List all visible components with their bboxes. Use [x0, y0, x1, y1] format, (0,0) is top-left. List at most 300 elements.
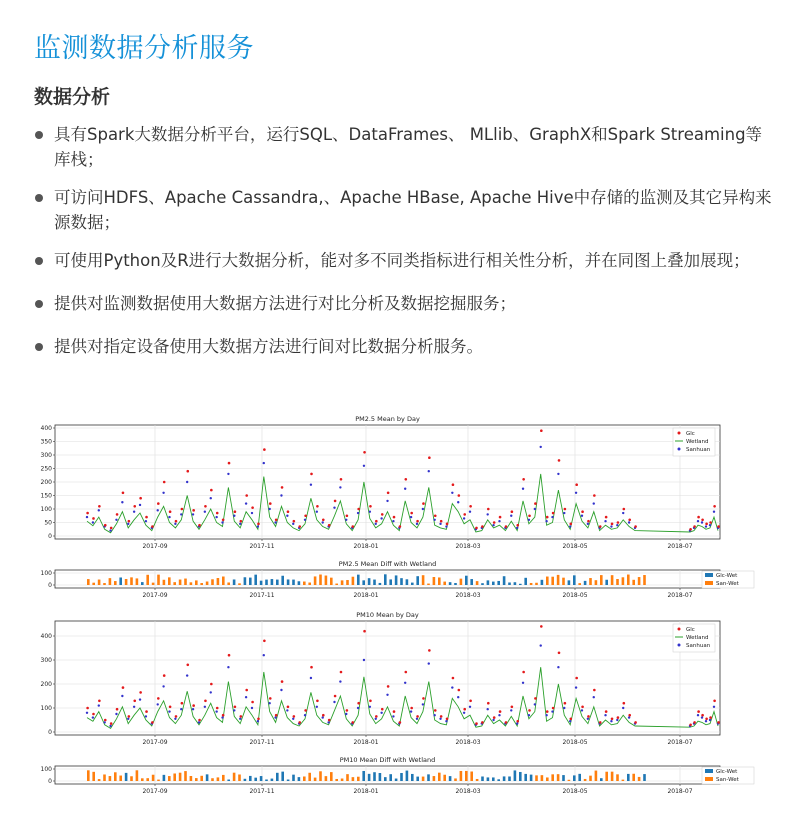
point-sanhuan: [697, 520, 699, 522]
point-sanhuan: [333, 506, 335, 508]
point-sanhuan: [705, 720, 707, 722]
diff-bar: [627, 774, 630, 781]
diff-bar: [92, 772, 95, 781]
point-glc: [410, 707, 413, 710]
point-sanhuan: [115, 519, 117, 521]
point-glc: [369, 700, 372, 703]
point-glc: [92, 713, 95, 716]
diff-bar: [433, 577, 436, 585]
diff-bar: [179, 773, 182, 781]
diff-bar: [136, 770, 139, 781]
point-glc: [689, 528, 692, 531]
point-sanhuan: [198, 721, 200, 723]
diff-bar: [325, 776, 328, 781]
x-tick-label: 2017-09: [142, 592, 168, 599]
diff-bar: [314, 778, 317, 781]
point-sanhuan: [98, 704, 100, 706]
diff-bar: [411, 774, 414, 781]
point-sanhuan: [186, 674, 188, 676]
y-tick-label: 300: [40, 657, 52, 664]
y-tick-label: 200: [40, 681, 52, 688]
x-tick-label: 2017-11: [249, 543, 275, 550]
point-sanhuan: [433, 519, 435, 521]
point-glc: [251, 506, 254, 509]
x-tick-label: 2018-05: [562, 592, 588, 599]
point-sanhuan: [469, 706, 471, 708]
point-glc: [528, 709, 531, 712]
diff-bar: [103, 583, 106, 585]
point-glc: [469, 700, 472, 703]
point-sanhuan: [622, 512, 624, 514]
diff-bar: [454, 778, 457, 781]
point-glc: [475, 527, 478, 530]
point-sanhuan: [445, 525, 447, 527]
x-tick-label: 2018-03: [455, 739, 481, 746]
point-sanhuan: [463, 712, 465, 714]
point-glc: [222, 519, 225, 522]
diff-bar: [130, 776, 133, 781]
diff-bar: [373, 580, 376, 585]
diff-bar: [373, 772, 376, 781]
diff-bar: [114, 772, 117, 781]
point-glc: [446, 523, 449, 526]
diff-bar: [303, 776, 306, 781]
diff-bar: [146, 778, 149, 781]
point-glc: [564, 702, 567, 705]
point-sanhuan: [321, 521, 323, 523]
legend-label: Sanhuan: [686, 447, 711, 453]
diff-bar: [524, 578, 527, 585]
point-glc: [204, 700, 207, 703]
point-sanhuan: [433, 714, 435, 716]
diff-bar: [497, 581, 500, 585]
point-sanhuan: [233, 709, 235, 711]
point-glc: [240, 715, 243, 718]
point-glc: [540, 625, 543, 628]
diff-bar: [173, 582, 176, 585]
diff-bar: [346, 580, 349, 585]
diff-bar: [244, 577, 247, 585]
point-sanhuan: [304, 714, 306, 716]
list-item-text: 可访问HDFS、Apache Cassandra,、Apache HBase, Apache Hive中存储的监测及其它异构来源数据；: [54, 188, 772, 232]
point-glc: [628, 519, 631, 522]
point-glc: [328, 524, 331, 527]
diff-bar: [92, 583, 95, 585]
point-glc: [310, 473, 313, 476]
point-glc: [192, 704, 195, 707]
y-tick-label: 50: [44, 519, 52, 527]
diff-bar: [109, 776, 112, 781]
point-glc: [257, 718, 260, 721]
legend-marker-sanhuan: [678, 448, 681, 451]
point-glc: [617, 716, 620, 719]
point-glc: [705, 718, 708, 721]
diff-bar: [152, 775, 155, 781]
point-sanhuan: [510, 515, 512, 517]
diff-bar: [557, 575, 560, 585]
chart-panel-3: [41, 756, 754, 795]
legend-label: Glc: [686, 431, 695, 437]
point-sanhuan: [239, 523, 241, 525]
point-glc: [558, 652, 561, 655]
point-sanhuan: [581, 515, 583, 517]
point-sanhuan: [86, 712, 88, 714]
point-glc: [216, 707, 219, 710]
point-glc: [617, 521, 620, 524]
point-glc: [593, 494, 596, 497]
diff-bar: [460, 771, 463, 781]
point-glc: [587, 520, 590, 523]
point-glc: [92, 517, 95, 520]
point-sanhuan: [327, 721, 329, 723]
x-tick-label: 2018-07: [667, 592, 693, 599]
list-item: [34, 248, 774, 273]
point-glc: [393, 710, 396, 713]
diff-bar: [222, 775, 225, 781]
legend-label: Sanhuan: [686, 643, 711, 649]
point-sanhuan: [392, 520, 394, 522]
point-sanhuan: [593, 502, 595, 504]
diff-bar: [568, 580, 571, 585]
point-glc: [228, 462, 231, 465]
diff-bar: [292, 775, 295, 781]
diff-bar: [303, 582, 306, 585]
diff-bar: [276, 773, 279, 781]
point-glc: [701, 714, 704, 717]
point-sanhuan: [257, 720, 259, 722]
diff-bar: [195, 778, 198, 781]
point-sanhuan: [139, 698, 141, 700]
point-glc: [697, 710, 700, 713]
point-sanhuan: [174, 718, 176, 720]
point-sanhuan: [522, 682, 524, 684]
point-sanhuan: [569, 525, 571, 527]
diff-bar: [276, 580, 279, 585]
point-sanhuan: [701, 521, 703, 523]
point-sanhuan: [286, 515, 288, 517]
diff-bar: [632, 774, 635, 781]
point-sanhuan: [280, 494, 282, 496]
point-glc: [310, 666, 313, 669]
diff-bar: [508, 776, 511, 781]
point-sanhuan: [486, 513, 488, 515]
point-sanhuan: [528, 714, 530, 716]
point-glc: [128, 715, 131, 718]
diff-bar: [330, 772, 333, 781]
point-sanhuan: [516, 527, 518, 529]
point-glc: [410, 512, 413, 515]
diff-bar: [335, 779, 338, 781]
point-glc: [428, 649, 431, 652]
point-sanhuan: [392, 715, 394, 717]
point-glc: [693, 525, 696, 528]
point-glc: [505, 525, 508, 528]
diff-bar: [503, 776, 506, 781]
point-sanhuan: [210, 497, 212, 499]
legend-label: Glc: [686, 627, 695, 633]
point-glc: [623, 508, 626, 511]
diff-bar: [271, 579, 274, 585]
point-glc: [511, 706, 514, 709]
diff-bar: [346, 774, 349, 781]
diff-bar: [341, 779, 344, 781]
diff-bar: [638, 777, 641, 781]
point-glc: [169, 706, 172, 709]
point-sanhuan: [581, 709, 583, 711]
point-sanhuan: [713, 511, 715, 513]
x-tick-label: 2018-03: [455, 592, 481, 599]
diff-bar: [249, 578, 252, 585]
diff-bar: [184, 771, 187, 781]
diff-bar: [616, 774, 619, 781]
diff-bar: [352, 777, 355, 781]
diff-bar: [330, 578, 333, 585]
point-glc: [709, 521, 712, 524]
point-sanhuan: [339, 680, 341, 682]
point-sanhuan: [569, 720, 571, 722]
point-sanhuan: [705, 525, 707, 527]
point-sanhuan: [709, 719, 711, 721]
y-tick-label: 100: [40, 570, 52, 577]
point-glc: [493, 716, 496, 719]
point-sanhuan: [616, 524, 618, 526]
point-glc: [611, 718, 614, 721]
point-glc: [104, 719, 107, 722]
diff-bar: [562, 578, 565, 585]
point-glc: [104, 524, 107, 527]
x-tick-label: 2017-09: [142, 543, 168, 550]
diff-bar: [514, 770, 517, 781]
point-glc: [440, 520, 443, 523]
diff-bar: [200, 776, 203, 781]
diff-bar: [411, 583, 414, 585]
point-sanhuan: [416, 523, 418, 525]
point-sanhuan: [180, 708, 182, 710]
point-glc: [697, 516, 700, 519]
diff-bar: [227, 780, 230, 781]
y-tick-label: 250: [40, 465, 52, 473]
point-glc: [192, 509, 195, 512]
point-glc: [86, 707, 89, 710]
point-glc: [528, 514, 531, 517]
point-glc: [458, 494, 461, 497]
page-title: 监测数据分析服务: [34, 33, 254, 64]
point-sanhuan: [628, 521, 630, 523]
point-sanhuan: [145, 715, 147, 717]
diff-bar: [611, 772, 614, 781]
point-sanhuan: [540, 446, 542, 448]
point-glc: [357, 702, 360, 705]
point-glc: [434, 709, 437, 712]
point-sanhuan: [516, 722, 518, 724]
y-tick-label: 0: [48, 729, 52, 736]
point-glc: [228, 654, 231, 657]
diff-bar: [600, 778, 603, 781]
chart-panel-0: [41, 415, 720, 550]
point-sanhuan: [486, 708, 488, 710]
legend-marker-glc-wet: [705, 573, 713, 577]
chart-title: PM10 Mean Diff with Wetland: [339, 756, 436, 764]
point-sanhuan: [610, 525, 612, 527]
diff-bar: [136, 578, 139, 585]
point-glc: [257, 523, 260, 526]
diff-bar: [438, 773, 441, 781]
diff-bar: [611, 575, 614, 585]
diff-bar: [362, 580, 365, 585]
legend-marker-san-wet: [705, 777, 713, 781]
point-glc: [139, 497, 142, 500]
point-sanhuan: [610, 720, 612, 722]
point-sanhuan: [557, 666, 559, 668]
point-glc: [611, 523, 614, 526]
x-tick-label: 2018-01: [353, 592, 379, 599]
point-glc: [269, 697, 272, 700]
x-tick-label: 2018-05: [562, 739, 588, 746]
point-sanhuan: [292, 718, 294, 720]
point-glc: [599, 525, 602, 528]
point-sanhuan: [333, 701, 335, 703]
diff-bar: [319, 575, 322, 585]
point-sanhuan: [404, 682, 406, 684]
point-glc: [564, 508, 567, 511]
point-sanhuan: [345, 713, 347, 715]
diff-bar: [530, 583, 533, 585]
x-tick-label: 2018-05: [562, 543, 588, 550]
legend-label: Wetland: [686, 439, 709, 445]
point-glc: [540, 429, 543, 432]
point-glc: [186, 470, 189, 473]
point-sanhuan: [345, 519, 347, 521]
point-glc: [393, 516, 396, 519]
list-item: [34, 122, 774, 172]
point-sanhuan: [375, 718, 377, 720]
diff-bar: [632, 580, 635, 585]
point-glc: [275, 519, 278, 522]
diff-bar: [492, 582, 495, 585]
point-sanhuan: [210, 691, 212, 693]
point-sanhuan: [233, 515, 235, 517]
diff-bar: [362, 771, 365, 781]
point-sanhuan: [439, 523, 441, 525]
diff-bar: [595, 771, 598, 781]
diff-bar: [195, 580, 198, 585]
diff-bar: [406, 579, 409, 585]
point-glc: [133, 505, 136, 508]
bullet-dot-icon: [35, 257, 43, 265]
point-glc: [281, 486, 284, 489]
point-glc: [605, 710, 608, 713]
diff-bar: [465, 576, 468, 585]
point-sanhuan: [227, 666, 229, 668]
point-glc: [481, 525, 484, 528]
point-glc: [293, 715, 296, 718]
point-glc: [713, 505, 716, 508]
diff-bar: [211, 579, 214, 585]
point-sanhuan: [386, 500, 388, 502]
diff-bar: [125, 579, 128, 585]
point-sanhuan: [528, 519, 530, 521]
point-glc: [475, 722, 478, 725]
list-item-text: 可使用Python及R进行大数据分析，能对多不同类指标进行相关性分析，并在同图上叠加展现；: [54, 251, 750, 270]
diff-bar: [168, 776, 171, 781]
chart-panel-2: [41, 611, 720, 746]
point-sanhuan: [575, 686, 577, 688]
diff-bar: [562, 775, 565, 781]
diff-bar: [341, 580, 344, 585]
diff-bar: [546, 577, 549, 585]
diff-bar: [281, 772, 284, 781]
diff-bar: [492, 777, 495, 781]
diff-bar: [395, 779, 398, 781]
point-glc: [181, 702, 184, 705]
point-glc: [689, 724, 692, 727]
bullet-dot-icon: [35, 194, 43, 202]
diff-bar: [238, 583, 241, 585]
diff-bar: [416, 576, 419, 585]
point-sanhuan: [339, 486, 341, 488]
diff-bar: [449, 776, 452, 781]
diff-bar: [481, 776, 484, 781]
point-glc: [222, 714, 225, 717]
legend-marker-glc: [678, 432, 681, 435]
point-sanhuan: [416, 718, 418, 720]
point-sanhuan: [410, 710, 412, 712]
point-sanhuan: [133, 706, 135, 708]
diff-bar: [400, 773, 403, 781]
point-glc: [446, 718, 449, 721]
point-glc: [287, 706, 290, 709]
point-glc: [634, 721, 637, 724]
point-sanhuan: [451, 686, 453, 688]
point-sanhuan: [157, 509, 159, 511]
diff-bar: [627, 575, 630, 585]
diff-bar: [460, 579, 463, 585]
diff-bar: [416, 777, 419, 781]
point-sanhuan: [215, 710, 217, 712]
point-sanhuan: [245, 502, 247, 504]
point-sanhuan: [551, 516, 553, 518]
diff-bar: [119, 776, 122, 781]
point-glc: [511, 510, 514, 513]
point-glc: [381, 708, 384, 711]
point-glc: [575, 483, 578, 486]
point-sanhuan: [404, 488, 406, 490]
point-glc: [122, 686, 125, 689]
diff-bar: [206, 582, 209, 585]
diff-bar: [179, 580, 182, 585]
point-sanhuan: [363, 659, 365, 661]
point-glc: [717, 525, 720, 528]
point-glc: [281, 680, 284, 683]
legend-marker-glc-wet: [705, 769, 713, 773]
point-glc: [210, 489, 213, 492]
point-glc: [334, 500, 337, 503]
diff-bar: [449, 582, 452, 585]
point-sanhuan: [127, 718, 129, 720]
point-glc: [463, 513, 466, 516]
point-sanhuan: [162, 492, 164, 494]
point-sanhuan: [192, 513, 194, 515]
point-glc: [322, 714, 325, 717]
point-glc: [522, 478, 525, 481]
diff-bar: [476, 779, 479, 781]
diff-bar: [589, 776, 592, 781]
point-sanhuan: [522, 488, 524, 490]
point-glc: [181, 508, 184, 511]
diff-bar: [254, 575, 257, 585]
point-sanhuan: [557, 473, 559, 475]
legend-marker-glc: [678, 628, 681, 631]
